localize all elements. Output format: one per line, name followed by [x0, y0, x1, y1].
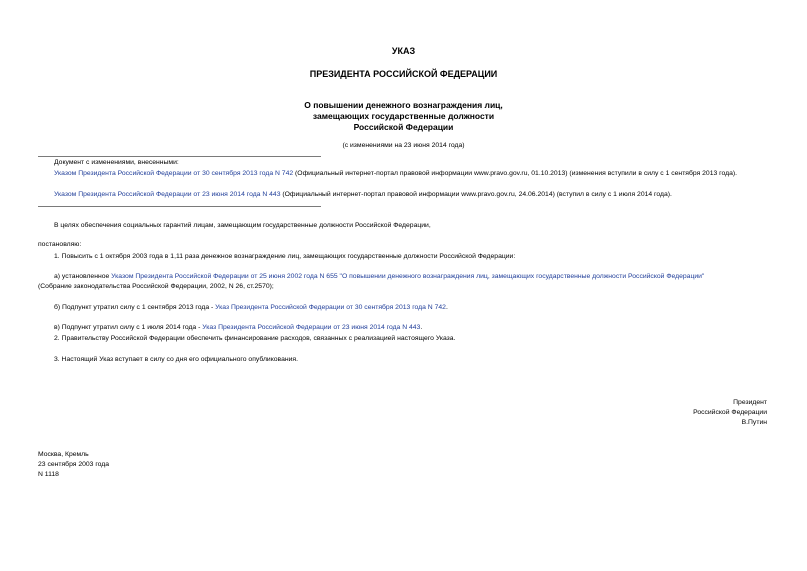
subject-line-1: О повышении денежного вознаграждения лиц,: [304, 100, 503, 110]
paragraph-1a-prefix: а) установленное: [54, 273, 112, 280]
paragraph-1a: [38, 272, 769, 292]
preamble-text: В целях обеспечения социальных гарантий лицам, замещающим государственные должности Российской Федерации,: [54, 222, 431, 229]
paragraph-1a-source: (Собрание законодательства Российской Федерации, 2002, N 26, ст.2570);: [38, 283, 274, 290]
divider-top: [38, 156, 321, 157]
document-subject: [0, 100, 807, 133]
subject-line-2: замещающих государственные должности: [312, 111, 495, 121]
document-type-title: УКАЗ: [391, 46, 416, 56]
signature-name: В.Путин: [741, 419, 767, 426]
revision-note: (с изменениями на 23 июня 2014 года): [342, 142, 465, 149]
paragraph-1: 1. Повысить с 1 октября 2003 года в 1,11 раза денежное вознаграждение лиц, замещающих государственные должности Российской Федерации:: [54, 253, 516, 260]
amendments-intro: Документ с изменениями, внесенными:: [54, 159, 179, 166]
paragraph-1c-suffix: .: [420, 324, 423, 331]
decree-655-link[interactable]: Указом Президента Российской Федерации от 25 июня 2002 года N 655 "О повышении денежного вознаграждения лиц, замещающих государственные должности Российской Федерации": [111, 273, 705, 280]
paragraph-1c-prefix: в) Подпункт утратил силу с 1 июля 2014 года -: [54, 324, 203, 331]
signature-title: Президент: [733, 399, 767, 406]
paragraph-1b: [54, 303, 448, 313]
paragraph-1b-prefix: б) Подпункт утратил силу с 1 сентября 2013 года -: [54, 304, 216, 311]
paragraph-3: 3. Настоящий Указ вступает в силу со дня его официального опубликования.: [54, 356, 298, 363]
document-number: N 1118: [38, 471, 59, 478]
amendment-link-2[interactable]: Указом Президента Российской Федерации от 23 июня 2014 года N 443: [54, 191, 281, 198]
decree-word: постановляю:: [38, 241, 82, 248]
paragraph-1c: [54, 323, 422, 333]
decree-443-link[interactable]: Указ Президента Российской Федерации от 23 июня 2014 года N 443: [202, 324, 421, 331]
signing-date: 23 сентября 2003 года: [38, 461, 110, 468]
issuer-title: ПРЕЗИДЕНТА РОССИЙСКОЙ ФЕДЕРАЦИИ: [309, 69, 498, 79]
amendment-item-1: [38, 169, 768, 179]
divider-bottom: [38, 206, 321, 207]
amendment-link-1[interactable]: Указом Президента Российской Федерации от 30 сентября 2013 года N 742: [54, 170, 294, 177]
amendment-details-1: (Официальный интернет-портал правовой информации www.pravo.gov.ru, 01.10.2013) (изменения вступили в силу с 1 сентября 2013 года).: [293, 170, 738, 177]
decree-742-link[interactable]: Указ Президента Российской Федерации от 30 сентября 2013 года N 742: [215, 304, 446, 311]
paragraph-1b-suffix: .: [445, 304, 448, 311]
subject-line-3: Российской Федерации: [353, 122, 454, 132]
amendment-item-2: [38, 190, 768, 200]
paragraph-2: 2. Правительству Российской Федерации обеспечить финансирование расходов, связанных с реализацией настоящего Указа.: [54, 335, 456, 342]
amendment-details-2: (Официальный интернет-портал правовой информации www.pravo.gov.ru, 24.06.2014) (вступил в силу с 1 июля 2014 года).: [280, 191, 672, 198]
signing-place: Москва, Кремль: [38, 451, 89, 458]
signature-office: Российской Федерации: [693, 409, 767, 416]
